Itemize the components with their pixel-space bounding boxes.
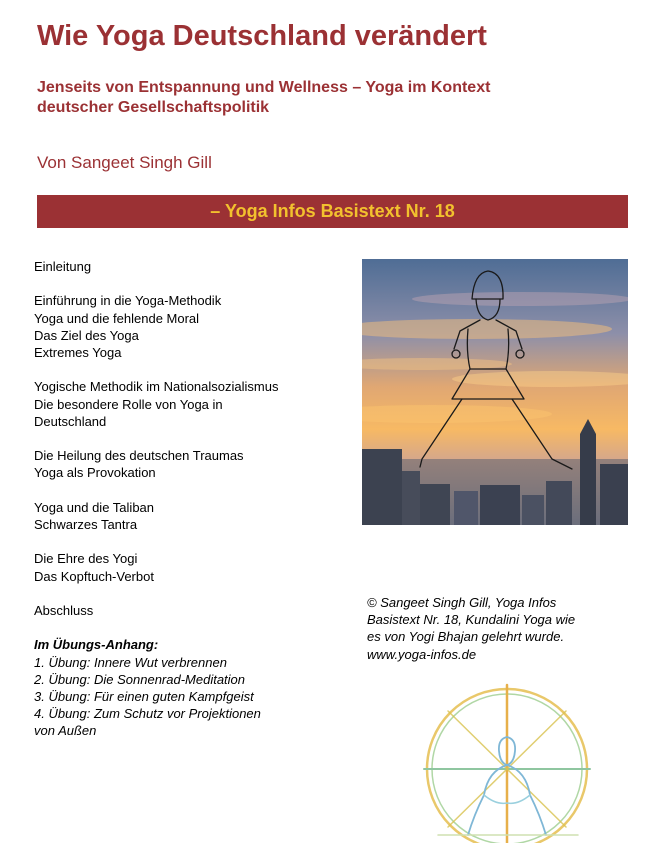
series-banner [37,195,628,228]
toc-item: Das Ziel des Yoga [34,327,139,343]
appendix-item: 2. Übung: Die Sonnenrad-Meditation [34,671,246,687]
toc-item: Die Heilung des deutschen Traumas [34,448,244,464]
document-subtitle [37,78,490,118]
sun-wheel-logo [408,675,606,843]
toc-item: Extremes Yoga [34,345,122,360]
caption-line: © Sangeet Singh Gill, Yoga Infos [367,595,557,610]
subtitle-line: Jenseits von Entspannung und Wellness – Yoga im Kontext [37,79,491,96]
toc-item: Das Kopftuch-Verbot [34,568,154,584]
appendix-item: von Außen [34,723,97,739]
sun-wheel-meditation-icon [408,675,606,843]
toc-item: Die besondere Rolle von Yoga in [34,396,223,412]
cover-photo [362,259,628,525]
toc-item: Yogische Methodik im Nationalsozialismus [34,379,279,395]
toc-item: Abschluss [34,602,94,618]
document-title: Wie Yoga Deutschland verändert [37,20,487,52]
toc-item: Yoga und die fehlende Moral [34,310,200,326]
caption-line: es von Yogi Bhajan gelehrt wurde. [367,629,565,645]
toc-item: Deutschland [34,413,107,429]
appendix-item: 3. Übung: Für einen guten Kampfgeist [34,688,254,704]
author-line: Von Sangeet Singh Gill [37,153,212,172]
appendix-item: 1. Übung: Innere Wut verbrennen [34,654,227,670]
toc-item: Schwarzes Tantra [34,516,138,532]
subtitle-line: deutscher Gesellschaftspolitik [37,99,270,116]
toc-item: Einführung in die Yoga-Methodik [34,293,222,309]
appendix-heading: Im Übungs-Anhang: [34,637,159,653]
banner-text: – Yoga Infos Basistext Nr. 18 [210,201,455,221]
table-of-contents [34,258,278,740]
toc-item: Einleitung [34,259,92,274]
appendix-item: 4. Übung: Zum Schutz vor Projektionen [34,706,261,722]
caption-line: Basistext Nr. 18, Kundalini Yoga wie [367,612,576,628]
copyright-caption [367,594,627,663]
yoga-skyline-illustration [362,259,628,525]
toc-item: Yoga als Provokation [34,465,156,481]
toc-item: Die Ehre des Yogi [34,551,138,567]
caption-link[interactable]: www.yoga-infos.de [367,646,477,662]
toc-item: Yoga und die Taliban [34,499,155,515]
